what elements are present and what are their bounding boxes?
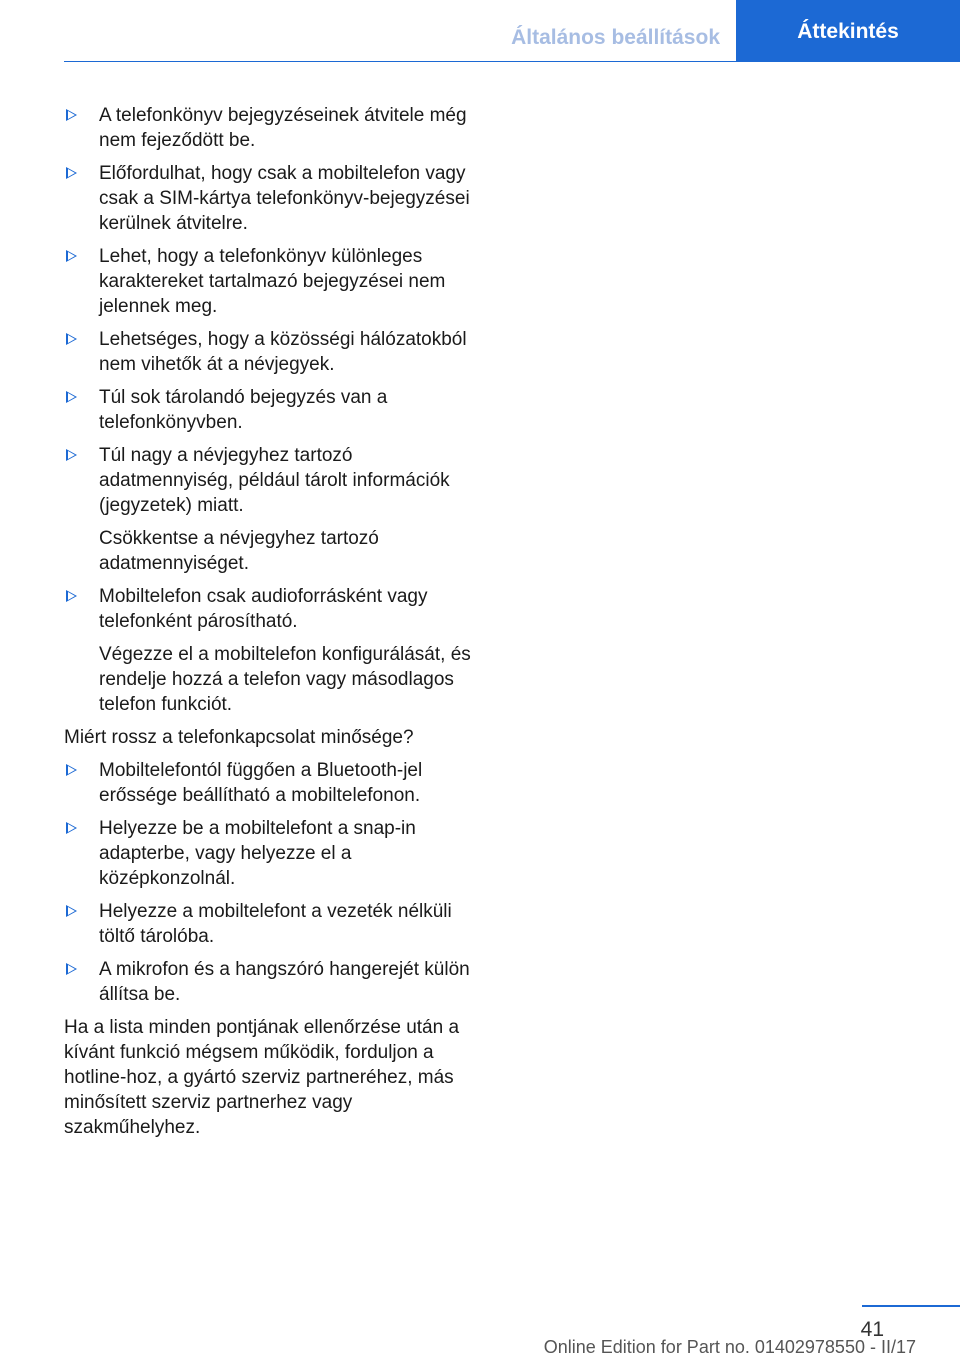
list-item — [64, 327, 484, 377]
section-title[interactable]: Általános beállítások — [511, 26, 720, 49]
question-heading: Miért rossz a telefonkapcsolat minősége? — [64, 727, 414, 748]
list-item-text: Lehet, hogy a telefonkönyv különleges karaktereket tartalmazó bejegyzései nem jelennek meg. — [99, 246, 446, 317]
list-item-text: Mobiltelefon csak audioforrásként vagy telefonként párosítható. — [99, 586, 428, 632]
closing-paragraph: Ha a lista minden pontjának ellenőrzése után a kívánt funkció mégsem működik, forduljon a hotline-hoz, a gyártó szerviz partneréhez, más minősített szerviz partnerhez vagy szakműhelyhez. — [64, 1017, 460, 1138]
triangle-bullet-icon — [66, 963, 77, 975]
list-item — [64, 584, 484, 717]
list-item — [64, 385, 484, 435]
list-item-text: A mikrofon és a hangszóró hangerejét külön állítsa be. — [99, 959, 470, 1005]
triangle-bullet-icon — [66, 590, 77, 602]
list-item — [64, 758, 484, 808]
list-item — [64, 103, 484, 153]
footer-rule — [862, 1305, 960, 1307]
list-item — [64, 899, 484, 949]
list-item — [64, 443, 484, 576]
list-item-text: Előfordulhat, hogy csak a mobiltelefon vagy csak a SIM-kártya telefonkönyv-bejegyzései kerülnek átvitelre. — [99, 163, 470, 234]
list-item-text: Túl sok tárolandó bejegyzés van a telefonkönyvben. — [99, 387, 388, 433]
list-item — [64, 816, 484, 891]
header-rule — [64, 61, 960, 62]
page-number: 41 — [860, 1318, 884, 1341]
bullet-list-call-quality — [64, 758, 484, 1007]
triangle-bullet-icon — [66, 391, 77, 403]
triangle-bullet-icon — [66, 333, 77, 345]
page-header — [0, 0, 960, 62]
list-item-text: A telefonkönyv bejegyzéseinek átvitele még nem fejeződött be. — [99, 105, 467, 151]
triangle-bullet-icon — [66, 822, 77, 834]
list-item-text: Mobiltelefontól függően a Bluetooth-jel erőssége beállítható a mobiltelefonon. — [99, 760, 423, 806]
list-item — [64, 957, 484, 1007]
triangle-bullet-icon — [66, 449, 77, 461]
triangle-bullet-icon — [66, 167, 77, 179]
list-item-text: Helyezze be a mobiltelefont a snap-in adapterbe, vagy helyezze el a középkonzolnál. — [99, 818, 416, 889]
edition-note: Online Edition for Part no. 01402978550 - II/17 — [543, 1337, 916, 1357]
list-item — [64, 161, 484, 236]
tab-overview[interactable]: Áttekintés — [736, 0, 960, 62]
list-item-remedy: Végezze el a mobiltelefon konfigurálását, és rendelje hozzá a telefon vagy másodlagos telefon funkciót. — [99, 644, 471, 715]
page-content — [64, 103, 484, 1148]
list-item — [64, 244, 484, 319]
triangle-bullet-icon — [66, 109, 77, 121]
list-item-text: Túl nagy a névjegyhez tartozó adatmennyiség, például tárolt információk (jegyzetek) miatt. — [99, 445, 450, 516]
list-item-text: Lehetséges, hogy a közösségi hálózatokból nem vihetők át a névjegyek. — [99, 329, 467, 375]
list-item-remedy: Csökkentse a névjegyhez tartozó adatmennyiséget. — [99, 528, 379, 574]
bullet-list-phonebook — [64, 103, 484, 717]
triangle-bullet-icon — [66, 764, 77, 776]
list-item-text: Helyezze a mobiltelefont a vezeték nélküli töltő tárolóba. — [99, 901, 452, 947]
triangle-bullet-icon — [66, 250, 77, 262]
triangle-bullet-icon — [66, 905, 77, 917]
